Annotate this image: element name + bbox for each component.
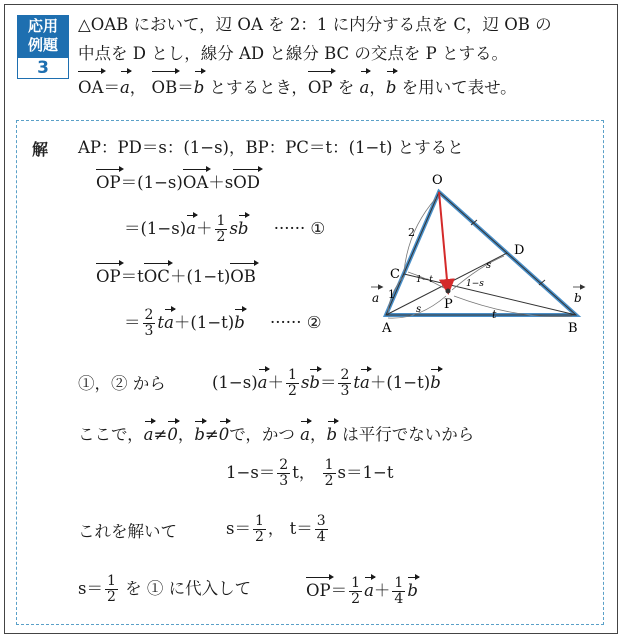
solve-result	[226, 514, 330, 545]
var-s: s	[300, 373, 310, 392]
denominator: 4	[316, 529, 326, 545]
text: ＝	[330, 581, 348, 600]
numerator: 3	[316, 513, 326, 529]
numerator: 1	[351, 575, 361, 591]
system-of-equations	[226, 458, 393, 489]
fraction	[143, 308, 156, 339]
vector-a: a	[360, 68, 370, 102]
fraction	[286, 368, 299, 399]
vector-a: a	[120, 68, 130, 102]
denominator: 2	[254, 529, 264, 545]
label-ratio-1: 1	[388, 288, 395, 301]
problem-line3	[78, 68, 608, 102]
text: ≠	[204, 425, 219, 444]
text: とするとき，	[204, 78, 308, 97]
solution-intro: AP：PD＝s：(1−s)，BP：PC＝t：(1−t) とすると	[78, 138, 464, 157]
final-answer	[306, 574, 418, 607]
numerator: 2	[144, 307, 154, 323]
vector-zero: 0	[167, 418, 178, 447]
vector-op: OP	[96, 260, 121, 289]
text: 1−s＝	[226, 463, 276, 482]
vector-op: OP	[308, 68, 333, 102]
label-vec-b: b	[574, 291, 582, 305]
text: ＋(1−t)	[169, 267, 231, 286]
eq-sign: ＝	[103, 78, 120, 97]
text: ＝(1−s)	[124, 219, 187, 238]
denominator: 2	[288, 383, 297, 399]
numerator: 1	[254, 513, 264, 529]
vector-b: b	[430, 366, 441, 395]
fraction	[315, 514, 328, 545]
text: を ① に代入して	[119, 579, 252, 598]
fraction	[105, 574, 118, 605]
text: ＋(1−t)	[369, 373, 431, 392]
badge-line1: 応用	[27, 17, 58, 35]
label-s-ap: s	[416, 304, 422, 315]
denominator: 3	[340, 383, 350, 399]
combined-equation	[212, 366, 441, 399]
label-a: A	[382, 321, 392, 336]
fraction	[392, 576, 405, 607]
var-t: t	[353, 373, 361, 392]
text: (1−s)	[212, 373, 258, 392]
vector-oa: OA	[183, 166, 208, 195]
vector-b: b	[238, 212, 249, 241]
text: ，	[177, 425, 195, 444]
equation-2	[124, 212, 325, 245]
text: ＝(1−s)	[120, 173, 183, 192]
text: ＝	[319, 373, 337, 392]
numerator: 1	[216, 213, 226, 229]
numerator: 1	[394, 575, 404, 591]
vector-b: b	[309, 366, 320, 395]
text: を用いて表せ。	[396, 78, 517, 97]
equation-tag: ······ ①	[273, 219, 326, 238]
comma: ，	[369, 78, 386, 97]
vector-ob: OB	[230, 260, 256, 289]
denominator: 3	[144, 323, 154, 339]
text: ，	[267, 519, 285, 538]
label-one-minus-s: 1−s	[466, 279, 484, 289]
equation-tag: ······ ②	[270, 313, 322, 332]
text: で，かつ	[229, 425, 301, 444]
denominator: 2	[351, 591, 361, 607]
fraction	[215, 214, 228, 245]
vector-b: b	[327, 418, 338, 447]
var-t: t	[157, 313, 165, 332]
vector-a: a	[300, 418, 310, 447]
label-t: t	[492, 308, 497, 321]
vector-a: a	[164, 306, 174, 335]
label-vec-a: a	[372, 291, 380, 305]
point-p	[446, 289, 451, 294]
text: ，	[310, 425, 327, 444]
text: ここで，	[78, 425, 144, 444]
label-s-pd: s	[486, 260, 492, 271]
text: ＋s	[208, 173, 234, 192]
label-ratio-2: 2	[408, 226, 415, 239]
numerator: 2	[340, 367, 350, 383]
vector-a: a	[360, 366, 370, 395]
text: ＝	[124, 313, 141, 332]
vector-b: b	[386, 68, 397, 102]
substitution-line	[78, 574, 251, 605]
vector-op-arrow	[439, 192, 448, 291]
vector-od: OD	[233, 166, 260, 195]
vector-a: a	[186, 212, 196, 241]
label-c: C	[390, 267, 400, 282]
denominator: 2	[106, 589, 116, 605]
from-label: ①，② から	[78, 374, 166, 393]
numerator: 1	[324, 457, 334, 473]
numerator: 2	[279, 457, 289, 473]
text: ＋	[267, 373, 285, 392]
problem-line2: 中点を D とし，線分 AD と線分 BC の交点を P とする。	[78, 44, 508, 63]
problem-line1: △OAB において，辺 OA を 2：1 に内分する点を C，辺 OB の	[78, 15, 552, 34]
text: を	[332, 78, 360, 97]
fraction	[323, 458, 336, 489]
text: ＋	[373, 581, 391, 600]
vector-a: a	[364, 574, 374, 603]
eq-sign: ＝	[177, 78, 194, 97]
denominator: 3	[279, 473, 289, 489]
example-badge	[17, 15, 69, 79]
label-p: P	[444, 297, 453, 312]
vector-a: a	[144, 418, 154, 447]
solution-tag: 解	[32, 140, 49, 159]
badge-line2: 例題	[27, 36, 58, 54]
fraction	[253, 514, 266, 545]
problem-statement	[78, 10, 608, 102]
text: t＝	[289, 519, 313, 538]
vector-b: b	[407, 574, 418, 603]
vector-b: b	[234, 306, 245, 335]
vector-a: a	[258, 366, 268, 395]
text: t，	[292, 463, 316, 482]
triangle-figure	[368, 170, 598, 345]
fraction	[349, 576, 362, 607]
denominator: 4	[394, 591, 404, 607]
vector-oa: OA	[78, 68, 103, 102]
label-b: B	[568, 321, 578, 336]
label-o: O	[432, 173, 443, 188]
equation-1	[96, 166, 260, 195]
text: ≠	[153, 425, 168, 444]
label-one-minus-t: 1−t	[416, 275, 433, 285]
text: s＝1−t	[337, 463, 394, 482]
comma: ，	[129, 78, 147, 97]
denominator: 2	[324, 473, 334, 489]
vector-zero: 0	[219, 418, 230, 447]
equation-4	[124, 306, 322, 339]
vector-op: OP	[306, 574, 331, 603]
badge-label	[17, 15, 69, 58]
fraction	[277, 458, 290, 489]
vector-b: b	[194, 418, 205, 447]
numerator: 1	[106, 573, 116, 589]
vector-op: OP	[96, 166, 121, 195]
vector-oc: OC	[144, 260, 170, 289]
denominator: 2	[216, 229, 226, 245]
text: ＋	[196, 219, 213, 238]
vector-b: b	[194, 68, 205, 102]
vector-ob: OB	[152, 68, 178, 102]
condition-line	[78, 418, 474, 447]
triangle-oab	[386, 192, 576, 315]
text: s＝	[226, 519, 251, 538]
var-s: s	[229, 219, 238, 238]
text: s＝	[78, 579, 103, 598]
text: は平行でないから	[337, 425, 475, 444]
text: ＋(1−t)	[173, 313, 235, 332]
solve-label: これを解いて	[78, 522, 177, 541]
equation-3	[96, 260, 256, 289]
fraction	[338, 368, 351, 399]
text: ＝t	[120, 267, 144, 286]
numerator: 1	[288, 367, 297, 383]
badge-number: 3	[17, 58, 69, 79]
label-d: D	[514, 243, 525, 258]
